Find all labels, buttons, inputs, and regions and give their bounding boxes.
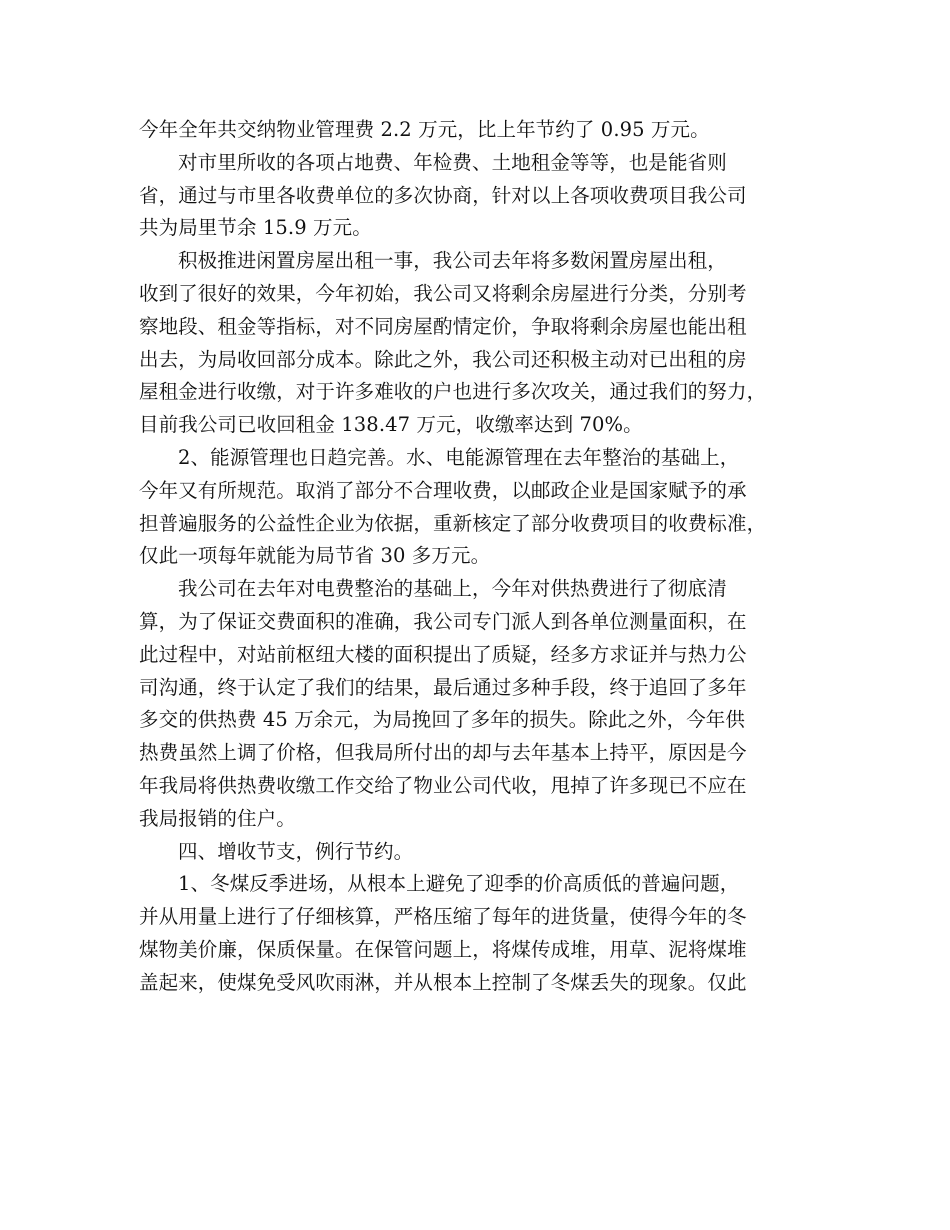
text-line: 多交的供热费 45 万余元，为局挽回了多年的损失。除此之外，今年供 <box>139 708 746 732</box>
text-line: 热费虽然上调了价格，但我局所付出的却与去年基本上持平，原因是今 <box>139 741 747 765</box>
text-line: 出去，为局收回部分成本。除此之外，我公司还积极主动对已出租的房 <box>139 347 747 371</box>
text-line: 我公司在去年对电费整治的基础上，今年对供热费进行了彻底清 <box>178 577 727 601</box>
text-line: 2、能源管理也日趋完善。水、电能源管理在去年整治的基础上， <box>178 445 740 469</box>
text-line: 对市里所收的各项占地费、年检费、土地租金等等，也是能省则 <box>178 150 727 174</box>
document-body <box>139 114 829 1000</box>
text-line: 煤物美价廉，保质保量。在保管问题上，将煤传成堆，用草、泥将煤堆 <box>139 937 747 961</box>
text-line: 共为局里节余 15.9 万元。 <box>139 216 372 240</box>
text-line: 司沟通，终于认定了我们的结果，最后通过多种手段，终于追回了多年 <box>139 675 747 699</box>
text-line: 屋租金进行收缴，对于许多难收的户也进行多次攻关，通过我们的努力， <box>139 380 767 404</box>
text-line: 省，通过与市里各收费单位的多次协商，针对以上各项收费项目我公司 <box>139 183 747 207</box>
text-line: 盖起来，使煤免受风吹雨淋，并从根本上控制了冬煤丢失的现象。仅此 <box>139 970 747 994</box>
text-line: 1、冬煤反季进场，从根本上避免了迎季的价高质低的普遍问题， <box>178 872 740 896</box>
text-line: 目前我公司已收回租金 138.47 万元，收缴率达到 70%。 <box>139 413 643 437</box>
text-line: 察地段、租金等指标，对不同房屋酌情定价，争取将剩余房屋也能出租 <box>139 314 747 338</box>
text-line: 此过程中，对站前枢纽大楼的面积提出了质疑，经多方求证并与热力公 <box>139 642 747 666</box>
text-line: 今年又有所规范。取消了部分不合理收费，以邮政企业是国家赋予的承 <box>139 478 747 502</box>
text-line: 积极推进闲置房屋出租一事，我公司去年将多数闲置房屋出租， <box>178 249 727 273</box>
text-line: 今年全年共交纳物业管理费 2.2 万元，比上年节约了 0.95 万元。 <box>139 118 710 141</box>
text-line: 年我局将供热费收缴工作交给了物业公司代收，甩掉了许多现已不应在 <box>139 773 747 797</box>
text-line: 四、增收节支，例行节约。 <box>178 839 414 863</box>
text-line: 我局报销的住户。 <box>139 806 296 830</box>
text-line: 并从用量上进行了仔细核算，严格压缩了每年的进货量，使得今年的冬 <box>139 905 747 929</box>
text-line: 仅此一项每年就能为局节省 30 多万元。 <box>139 544 491 568</box>
text-line: 收到了很好的效果，今年初始，我公司又将剩余房屋进行分类，分别考 <box>139 281 747 305</box>
text-line: 算，为了保证交费面积的准确，我公司专门派人到各单位测量面积，在 <box>139 609 747 633</box>
text-line: 担普遍服务的公益性企业为依据，重新核定了部分收费项目的收费标准， <box>139 511 767 535</box>
